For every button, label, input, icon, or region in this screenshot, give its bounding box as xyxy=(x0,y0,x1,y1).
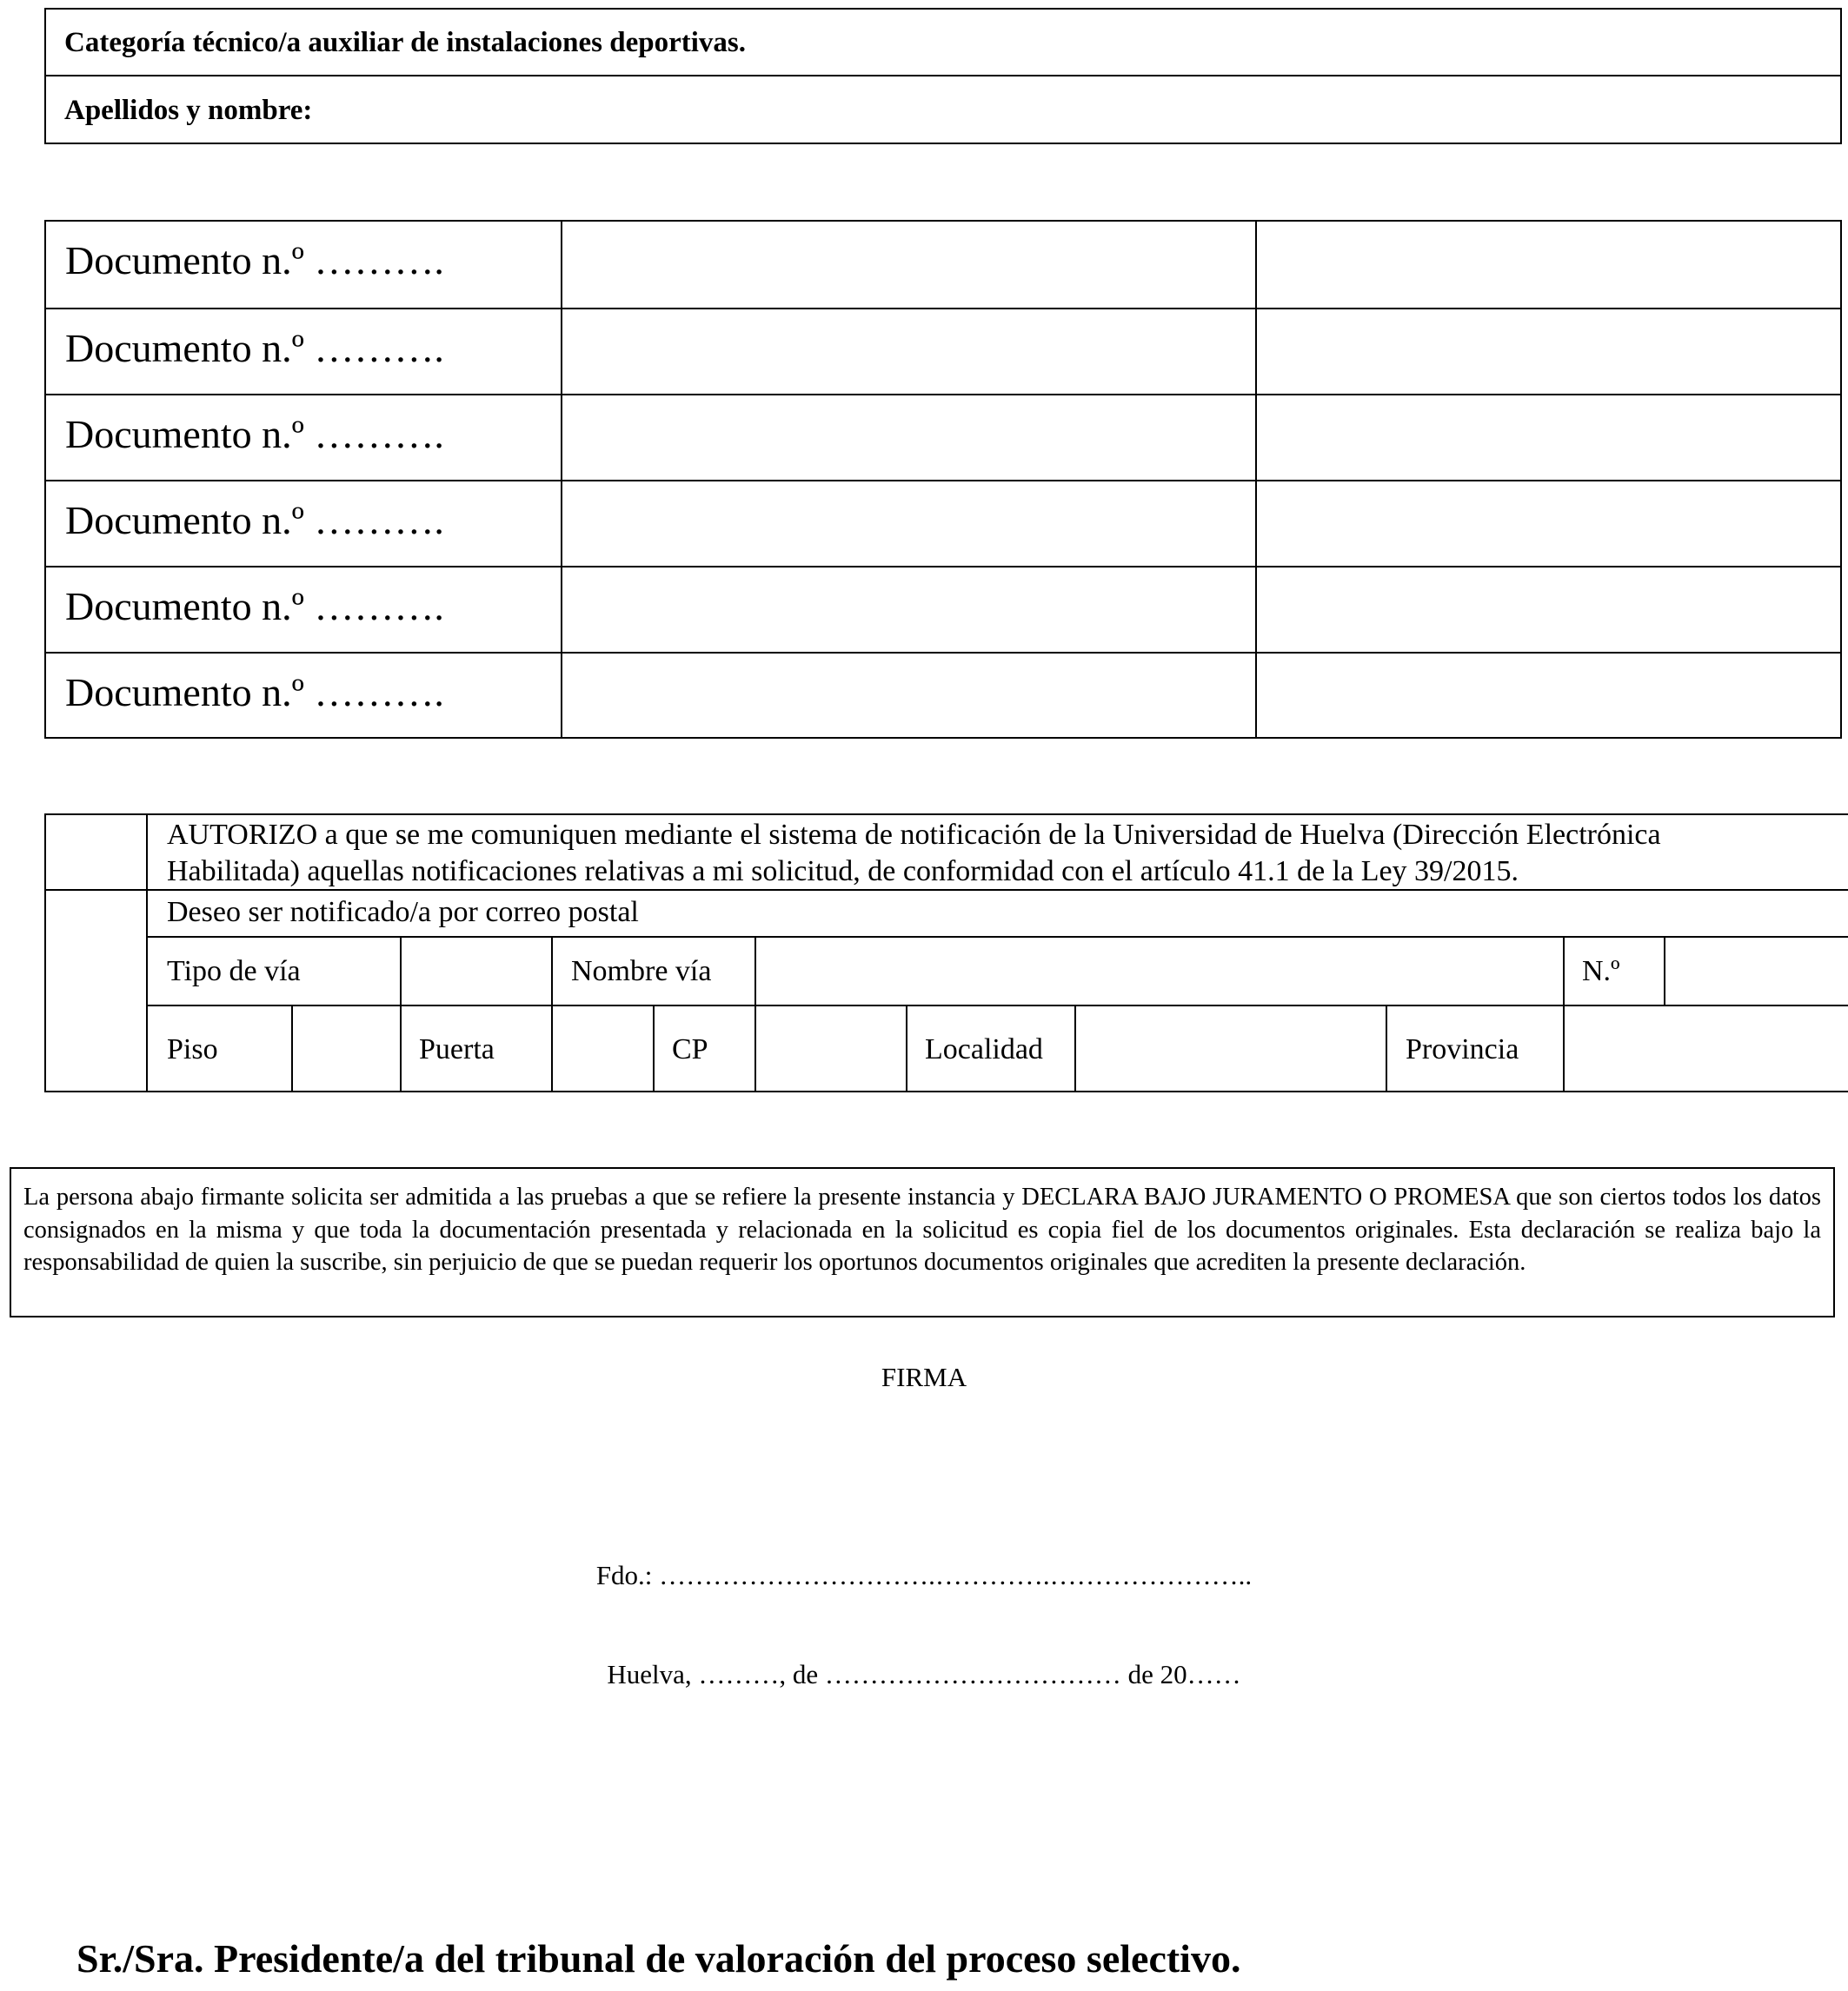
document-number-label: Documento n.º ………. xyxy=(65,238,444,282)
piso-label: Piso xyxy=(167,1033,218,1065)
signed-by-line[interactable]: Fdo.: ………………………….………….………………….. xyxy=(595,1560,1253,1590)
tipo-via-label: Tipo de vía xyxy=(167,955,301,987)
localidad-label: Localidad xyxy=(925,1033,1043,1065)
place-date-line[interactable]: Huelva, ………, de …………………………… de 20…… xyxy=(607,1659,1241,1689)
declaration-box xyxy=(10,1167,1835,1317)
signature-label: FIRMA xyxy=(881,1362,967,1392)
cell-divider xyxy=(1386,1005,1387,1091)
notification-box xyxy=(44,813,1848,1092)
cell-divider xyxy=(1563,936,1565,1005)
localidad-input[interactable] xyxy=(1076,1006,1384,1092)
column-divider xyxy=(1255,222,1257,737)
table-row xyxy=(46,566,1840,652)
provincia-label: Provincia xyxy=(1406,1033,1519,1065)
addressee-title: Sr./Sra. Presidente/a del tribunal de valoración del proceso selectivo. xyxy=(76,1936,1241,1981)
puerta-label: Puerta xyxy=(419,1033,495,1065)
cp-label: CP xyxy=(672,1033,708,1065)
cell-divider xyxy=(400,1005,402,1091)
nombre-via-input[interactable] xyxy=(756,938,1561,1005)
nombre-via-label: Nombre vía xyxy=(571,955,712,987)
column-divider xyxy=(561,222,562,737)
header-box xyxy=(44,8,1842,144)
table-row xyxy=(46,222,1840,308)
checkbox-column-divider xyxy=(146,815,148,1091)
document-number-label: Documento n.º ………. xyxy=(65,498,444,542)
postal-notification-checkbox[interactable] xyxy=(46,891,146,1092)
tipo-via-input[interactable] xyxy=(402,938,549,1005)
numero-label: N.º xyxy=(1582,955,1620,987)
document-number-label: Documento n.º ………. xyxy=(65,670,444,714)
provincia-input[interactable] xyxy=(1565,1006,1848,1092)
table-row xyxy=(46,308,1840,394)
name-field[interactable]: Apellidos y nombre: xyxy=(64,95,313,126)
document-number-label: Documento n.º ………. xyxy=(65,584,444,628)
piso-input[interactable] xyxy=(293,1006,398,1092)
postal-option-label: Deseo ser notificado/a por correo postal xyxy=(167,896,639,928)
cell-divider xyxy=(653,1005,655,1091)
category-line: Categoría técnico/a auxiliar de instalaciones deportivas. xyxy=(46,10,1840,76)
electronic-notification-checkbox[interactable] xyxy=(46,815,146,889)
document-number-label: Documento n.º ………. xyxy=(65,326,444,370)
table-row xyxy=(46,480,1840,566)
puerta-input[interactable] xyxy=(553,1006,651,1092)
authorize-line-2: Habilitada) aquellas notificaciones relativas a mi solicitud, de conformidad con el artículo 41.1 de la Ley 39/2015. xyxy=(167,855,1519,887)
document-number-label: Documento n.º ………. xyxy=(65,412,444,456)
declaration-text: La persona abajo firmante solicita ser admitida a las pruebas a que se refiere la presente instancia y DECLARA BAJO JURAMENTO O PROMESA que son ciertos todos los datos consignados en la misma y que toda la documentación presentada y relacionada en la solicitud es copia fiel de los documentos originales. Esta declaración se realiza bajo la responsabilidad de quien la suscribe, sin perjuicio de que se puedan requerir los oportunos documentos originales que acrediten la presente declaración. xyxy=(23,1184,1821,1276)
numero-input[interactable] xyxy=(1665,938,1848,1005)
cp-input[interactable] xyxy=(756,1006,904,1092)
table-row xyxy=(46,652,1840,738)
cell-divider xyxy=(551,936,553,1005)
cell-divider xyxy=(906,1005,907,1091)
table-row xyxy=(46,394,1840,480)
documents-table xyxy=(44,220,1842,739)
authorize-line-1: AUTORIZO a que se me comuniquen mediante el sistema de notificación de la Universidad de Huelva (Dirección Electrónica xyxy=(167,819,1661,851)
